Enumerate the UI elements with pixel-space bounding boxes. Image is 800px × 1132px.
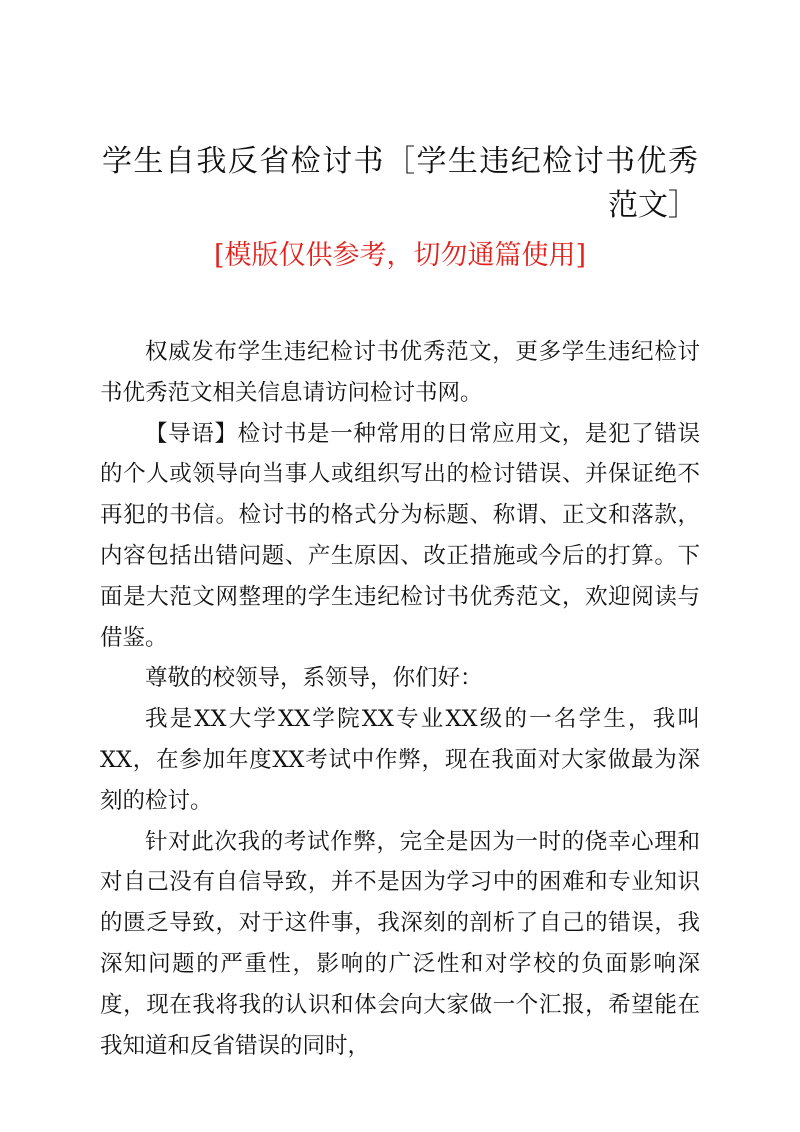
paragraph-guide: 【导语】检讨书是一种常用的日常应用文，是犯了错误的个人或领导向当事人或组织写出的检讨错误、并保证绝不再犯的书信。检讨书的格式分为标题、称谓、正文和落款，内容包括出错问题、产生原因、改正措施或今后的打算。下面是大范文网整理的学生违纪检讨书优秀范文，欢迎阅读与借鉴。 [100,420,700,651]
paragraph-salutation: 尊敬的校领导，系领导，你们好： [145,665,483,692]
document-body [100,332,700,1066]
paragraph-reflection: 针对此次我的考试作弊，完全是因为一时的侥幸心理和对自己没有自信导致，并不是因为学习中的困难和专业知识的匮乏导致，对于这件事，我深刻的剖析了自己的错误，我深知问题的严重性，影响的广泛性和对学校的负面影响深度，现在我将我的认识和体会向大家做一个汇报，希望能在我知道和反省错误的同时， [100,828,700,1059]
document-title: 学生自我反省检讨书［学生违纪检讨书优秀范文］ [102,144,698,223]
paragraph-self-introduction: 我是XX大学XX学院XX专业XX级的一名学生，我叫XX，在参加年度XX考试中作弊，现在我面对大家做最为深刻的检讨。 [100,706,700,814]
paragraph-intro: 权威发布学生违纪检讨书优秀范文，更多学生违纪检讨书优秀范文相关信息请访问检讨书网。 [100,339,700,406]
document-subtitle: [模版仅供参考，切勿通篇使用] [213,240,587,271]
